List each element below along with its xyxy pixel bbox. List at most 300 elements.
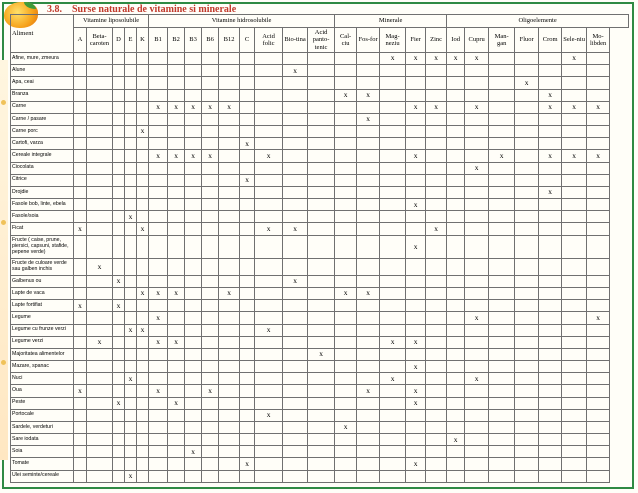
nutrient-cell bbox=[587, 235, 610, 259]
nutrient-cell bbox=[515, 409, 539, 421]
nutrient-cell bbox=[113, 434, 125, 446]
nutrient-cell bbox=[335, 53, 357, 65]
nutrient-cell bbox=[255, 288, 283, 300]
nutrient-cell bbox=[465, 89, 489, 101]
table-row bbox=[11, 434, 629, 446]
nutrient-cell bbox=[308, 361, 335, 373]
nutrient-cell bbox=[539, 397, 562, 409]
food-name: Lapte fortifiat bbox=[11, 300, 74, 312]
nutrient-cell bbox=[74, 458, 87, 470]
nutrient-cell bbox=[74, 397, 87, 409]
nutrient-cell bbox=[137, 373, 149, 385]
nutrient-cell bbox=[168, 361, 185, 373]
nutrient-cell bbox=[308, 458, 335, 470]
nutrient-cell bbox=[335, 409, 357, 421]
nutrient-cell bbox=[335, 126, 357, 138]
nutrient-cell bbox=[539, 409, 562, 421]
nutrient-cell bbox=[465, 348, 489, 360]
nutrient-cell bbox=[335, 458, 357, 470]
nutrient-cell: x bbox=[406, 235, 426, 259]
nutrient-cell bbox=[185, 373, 202, 385]
nutrient-cell bbox=[357, 235, 380, 259]
nutrient-cell bbox=[515, 53, 539, 65]
nutrient-header: Mag-neziu bbox=[380, 28, 406, 53]
nutrient-cell bbox=[74, 53, 87, 65]
nutrient-cell bbox=[426, 259, 447, 275]
table-row bbox=[11, 397, 629, 409]
nutrient-cell bbox=[465, 288, 489, 300]
table-row bbox=[11, 162, 629, 174]
nutrient-cell bbox=[219, 434, 240, 446]
nutrient-cell bbox=[515, 385, 539, 397]
nutrient-cell bbox=[447, 336, 465, 348]
nutrient-cell bbox=[255, 162, 283, 174]
section-title: Surse naturale de vitamine si minerale bbox=[72, 4, 237, 15]
nutrient-cell: x bbox=[168, 397, 185, 409]
nutrient-header: Zinc bbox=[426, 28, 447, 53]
nutrient-cell bbox=[447, 361, 465, 373]
nutrient-cell bbox=[168, 385, 185, 397]
nutrient-cell bbox=[283, 300, 308, 312]
nutrient-cell bbox=[168, 421, 185, 433]
nutrient-cell bbox=[447, 348, 465, 360]
nutrient-cell: x bbox=[587, 101, 610, 113]
nutrient-cell bbox=[587, 421, 610, 433]
nutrient-cell bbox=[335, 312, 357, 324]
nutrient-cell bbox=[255, 300, 283, 312]
nutrient-cell bbox=[562, 421, 587, 433]
nutrient-cell bbox=[335, 275, 357, 287]
food-name: Ficat bbox=[11, 223, 74, 235]
nutrient-cell bbox=[74, 421, 87, 433]
nutrient-cell bbox=[357, 324, 380, 336]
nutrient-cell bbox=[185, 223, 202, 235]
nutrient-cell bbox=[515, 150, 539, 162]
nutrient-cell bbox=[219, 199, 240, 211]
nutrient-cell bbox=[447, 458, 465, 470]
nutrient-cell bbox=[562, 275, 587, 287]
nutrient-header-row bbox=[11, 28, 629, 53]
nutrient-cell bbox=[539, 211, 562, 223]
nutrient-cell bbox=[74, 324, 87, 336]
nutrient-cell bbox=[87, 397, 113, 409]
nutrient-cell bbox=[587, 186, 610, 198]
group-header-row bbox=[11, 15, 629, 28]
nutrient-cell bbox=[465, 77, 489, 89]
nutrient-cell bbox=[335, 300, 357, 312]
nutrient-cell bbox=[137, 235, 149, 259]
nutrient-cell bbox=[125, 89, 137, 101]
food-name: Alune bbox=[11, 65, 74, 77]
nutrient-cell bbox=[240, 235, 255, 259]
nutrient-cell bbox=[406, 126, 426, 138]
nutrient-header: Mo-libden bbox=[587, 28, 610, 53]
nutrient-cell bbox=[562, 162, 587, 174]
nutrient-cell bbox=[515, 138, 539, 150]
nutrient-cell bbox=[562, 397, 587, 409]
nutrient-cell bbox=[465, 65, 489, 77]
nutrient-cell bbox=[202, 446, 219, 458]
nutrient-cell bbox=[202, 186, 219, 198]
nutrient-cell bbox=[587, 138, 610, 150]
nutrient-cell: x bbox=[380, 373, 406, 385]
nutrient-cell bbox=[149, 138, 168, 150]
nutrient-cell: x bbox=[489, 150, 515, 162]
nutrient-cell bbox=[168, 162, 185, 174]
nutrient-cell bbox=[168, 373, 185, 385]
nutrient-cell bbox=[113, 53, 125, 65]
nutrient-cell bbox=[562, 113, 587, 125]
nutrient-cell bbox=[87, 361, 113, 373]
nutrient-cell bbox=[539, 113, 562, 125]
nutrient-cell bbox=[113, 446, 125, 458]
nutrient-cell bbox=[447, 211, 465, 223]
food-name: Drojdie bbox=[11, 186, 74, 198]
nutrient-cell bbox=[426, 186, 447, 198]
food-name: Galbenus ou bbox=[11, 275, 74, 287]
nutrient-cell bbox=[74, 373, 87, 385]
nutrient-cell: x bbox=[539, 150, 562, 162]
nutrient-cell bbox=[587, 259, 610, 275]
nutrient-cell: x bbox=[137, 324, 149, 336]
nutrient-cell bbox=[447, 223, 465, 235]
nutrient-cell bbox=[87, 470, 113, 482]
nutrient-cell bbox=[185, 235, 202, 259]
nutrient-cell bbox=[539, 312, 562, 324]
nutrient-cell bbox=[465, 199, 489, 211]
nutrient-cell bbox=[406, 348, 426, 360]
nutrient-cell bbox=[562, 409, 587, 421]
food-name: Tomate bbox=[11, 458, 74, 470]
nutrient-cell bbox=[125, 434, 137, 446]
nutrient-cell bbox=[308, 223, 335, 235]
nutrient-cell bbox=[149, 211, 168, 223]
nutrient-cell bbox=[240, 336, 255, 348]
nutrient-cell bbox=[240, 259, 255, 275]
table-row bbox=[11, 300, 629, 312]
nutrient-cell bbox=[335, 324, 357, 336]
nutrient-cell bbox=[489, 421, 515, 433]
nutrient-cell bbox=[125, 65, 137, 77]
nutrient-cell bbox=[380, 150, 406, 162]
nutrient-cell: x bbox=[202, 385, 219, 397]
nutrient-cell bbox=[380, 199, 406, 211]
nutrient-cell bbox=[137, 458, 149, 470]
nutrient-cell bbox=[308, 235, 335, 259]
nutrient-cell bbox=[308, 53, 335, 65]
nutrient-cell bbox=[447, 397, 465, 409]
nutrient-cell bbox=[489, 77, 515, 89]
nutrient-cell: x bbox=[240, 138, 255, 150]
nutrient-cell bbox=[283, 385, 308, 397]
nutrient-cell bbox=[426, 348, 447, 360]
nutrient-cell: x bbox=[74, 300, 87, 312]
nutrient-cell bbox=[113, 77, 125, 89]
nutrient-cell bbox=[380, 223, 406, 235]
table-row bbox=[11, 275, 629, 287]
nutrient-cell bbox=[357, 150, 380, 162]
nutrient-cell bbox=[562, 288, 587, 300]
nutrient-cell bbox=[137, 312, 149, 324]
nutrient-cell bbox=[489, 235, 515, 259]
nutrient-cell bbox=[87, 77, 113, 89]
nutrient-cell bbox=[168, 312, 185, 324]
nutrient-cell bbox=[406, 77, 426, 89]
nutrient-cell bbox=[587, 162, 610, 174]
nutrient-cell bbox=[406, 211, 426, 223]
nutrient-cell bbox=[357, 361, 380, 373]
nutrient-cell bbox=[380, 470, 406, 482]
nutrient-cell bbox=[185, 174, 202, 186]
nutrient-cell bbox=[125, 312, 137, 324]
nutrient-cell bbox=[74, 138, 87, 150]
nutrient-cell bbox=[137, 65, 149, 77]
nutrient-cell bbox=[255, 138, 283, 150]
nutrient-cell bbox=[426, 275, 447, 287]
nutrient-cell bbox=[380, 324, 406, 336]
nutrient-cell bbox=[74, 162, 87, 174]
nutrient-cell bbox=[240, 101, 255, 113]
nutrient-cell bbox=[465, 409, 489, 421]
nutrient-cell bbox=[74, 470, 87, 482]
nutrient-cell bbox=[113, 150, 125, 162]
nutrient-cell: x bbox=[283, 275, 308, 287]
nutrient-cell: x bbox=[283, 223, 308, 235]
nutrient-cell bbox=[283, 288, 308, 300]
nutrient-cell bbox=[219, 324, 240, 336]
nutrient-cell: x bbox=[149, 385, 168, 397]
nutrient-cell bbox=[308, 288, 335, 300]
nutrient-header: B12 bbox=[219, 28, 240, 53]
nutrient-cell bbox=[202, 336, 219, 348]
nutrient-cell bbox=[447, 300, 465, 312]
nutrient-cell bbox=[283, 150, 308, 162]
nutrient-header: C bbox=[240, 28, 255, 53]
nutrient-cell bbox=[185, 324, 202, 336]
nutrient-cell bbox=[587, 126, 610, 138]
nutrient-cell bbox=[447, 275, 465, 287]
nutrient-header: Cupru bbox=[465, 28, 489, 53]
nutrient-cell bbox=[539, 199, 562, 211]
nutrient-cell bbox=[562, 186, 587, 198]
nutrient-cell bbox=[562, 199, 587, 211]
nutrient-cell bbox=[587, 446, 610, 458]
nutrient-cell bbox=[587, 77, 610, 89]
nutrient-cell bbox=[74, 199, 87, 211]
nutrient-cell bbox=[515, 470, 539, 482]
nutrient-cell bbox=[74, 126, 87, 138]
nutrient-header: A bbox=[74, 28, 87, 53]
nutrient-cell bbox=[219, 211, 240, 223]
nutrient-cell bbox=[587, 223, 610, 235]
nutrient-cell bbox=[357, 174, 380, 186]
nutrient-cell bbox=[125, 223, 137, 235]
nutrient-cell bbox=[357, 126, 380, 138]
nutrient-cell bbox=[168, 434, 185, 446]
table-row bbox=[11, 235, 629, 259]
nutrient-cell bbox=[447, 385, 465, 397]
nutrient-cell: x bbox=[137, 126, 149, 138]
nutrient-cell bbox=[515, 113, 539, 125]
nutrient-cell bbox=[185, 348, 202, 360]
nutrient-cell bbox=[255, 53, 283, 65]
nutrient-cell bbox=[426, 446, 447, 458]
nutrient-cell bbox=[447, 409, 465, 421]
table-row bbox=[11, 470, 629, 482]
nutrient-cell bbox=[308, 336, 335, 348]
nutrient-cell bbox=[539, 138, 562, 150]
nutrient-cell bbox=[202, 211, 219, 223]
nutrient-cell bbox=[185, 288, 202, 300]
nutrient-cell bbox=[125, 275, 137, 287]
nutrient-cell bbox=[149, 199, 168, 211]
nutrient-cell bbox=[283, 446, 308, 458]
nutrient-cell bbox=[125, 101, 137, 113]
nutrient-cell bbox=[185, 186, 202, 198]
nutrient-cell bbox=[406, 288, 426, 300]
food-name: Sare iodata bbox=[11, 434, 74, 446]
table-row bbox=[11, 186, 629, 198]
nutrient-cell bbox=[185, 470, 202, 482]
nutrient-cell bbox=[74, 235, 87, 259]
nutrient-cell bbox=[380, 361, 406, 373]
nutrient-cell bbox=[240, 89, 255, 101]
nutrient-cell bbox=[515, 235, 539, 259]
nutrient-cell bbox=[149, 324, 168, 336]
nutrient-cell bbox=[447, 101, 465, 113]
nutrient-cell bbox=[308, 385, 335, 397]
nutrient-cell bbox=[87, 312, 113, 324]
nutrient-cell bbox=[137, 53, 149, 65]
nutrient-cell bbox=[202, 89, 219, 101]
nutrient-cell: x bbox=[149, 150, 168, 162]
nutrient-cell bbox=[357, 199, 380, 211]
nutrient-cell bbox=[357, 409, 380, 421]
nutrient-cell bbox=[380, 259, 406, 275]
nutrient-cell bbox=[219, 186, 240, 198]
nutrient-cell bbox=[406, 300, 426, 312]
nutrient-cell bbox=[255, 434, 283, 446]
nutrient-cell bbox=[255, 397, 283, 409]
nutrient-cell bbox=[539, 288, 562, 300]
section-number: 3.8. bbox=[47, 4, 62, 15]
nutrient-cell: x bbox=[137, 288, 149, 300]
nutrient-cell: x bbox=[335, 421, 357, 433]
nutrient-cell bbox=[74, 348, 87, 360]
nutrient-cell: x bbox=[539, 186, 562, 198]
nutrient-cell bbox=[380, 385, 406, 397]
nutrient-cell bbox=[137, 348, 149, 360]
nutrient-cell bbox=[283, 434, 308, 446]
food-name: Fasole bob, linte, ebela bbox=[11, 199, 74, 211]
nutrient-cell bbox=[380, 300, 406, 312]
nutrient-cell bbox=[125, 409, 137, 421]
food-name: Apa, ceai bbox=[11, 77, 74, 89]
food-name: Mazare, spanac bbox=[11, 361, 74, 373]
nutrient-cell bbox=[219, 77, 240, 89]
nutrient-cell bbox=[74, 312, 87, 324]
nutrient-cell bbox=[113, 174, 125, 186]
nutrient-cell bbox=[539, 174, 562, 186]
nutrient-cell bbox=[74, 174, 87, 186]
nutrient-cell bbox=[380, 434, 406, 446]
nutrient-cell bbox=[539, 223, 562, 235]
nutrient-cell bbox=[202, 348, 219, 360]
nutrient-cell: x bbox=[357, 113, 380, 125]
nutrient-cell bbox=[539, 259, 562, 275]
nutrient-cell bbox=[380, 421, 406, 433]
nutrient-cell bbox=[283, 89, 308, 101]
nutrient-cell bbox=[489, 53, 515, 65]
nutrient-cell bbox=[74, 89, 87, 101]
nutrient-cell bbox=[283, 324, 308, 336]
nutrient-cell bbox=[335, 397, 357, 409]
group-header: Oligoelemente bbox=[447, 15, 629, 28]
nutrient-cell bbox=[202, 434, 219, 446]
nutrient-cell bbox=[447, 126, 465, 138]
nutrient-cell bbox=[149, 162, 168, 174]
nutrient-cell bbox=[406, 162, 426, 174]
nutrient-cell bbox=[539, 336, 562, 348]
nutrient-cell bbox=[562, 138, 587, 150]
nutrient-cell bbox=[137, 138, 149, 150]
nutrient-cell bbox=[587, 113, 610, 125]
nutrient-cell bbox=[283, 162, 308, 174]
nutrient-header: Fos-for bbox=[357, 28, 380, 53]
nutrient-cell bbox=[149, 300, 168, 312]
nutrient-cell bbox=[168, 223, 185, 235]
nutrient-cell bbox=[308, 470, 335, 482]
nutrient-cell bbox=[202, 113, 219, 125]
nutrient-cell bbox=[283, 138, 308, 150]
nutrient-cell bbox=[357, 223, 380, 235]
nutrient-cell: x bbox=[219, 288, 240, 300]
table-row bbox=[11, 421, 629, 433]
decor-dot bbox=[1, 100, 6, 105]
nutrient-cell: x bbox=[87, 259, 113, 275]
nutrient-cell bbox=[335, 385, 357, 397]
food-name: Carne porc bbox=[11, 126, 74, 138]
nutrient-cell bbox=[125, 446, 137, 458]
table-row bbox=[11, 53, 629, 65]
nutrient-cell bbox=[255, 186, 283, 198]
nutrient-cell bbox=[240, 470, 255, 482]
nutrient-cell bbox=[87, 101, 113, 113]
nutrient-cell bbox=[202, 199, 219, 211]
nutrient-cell bbox=[202, 275, 219, 287]
nutrient-cell bbox=[149, 65, 168, 77]
nutrient-cell: x bbox=[406, 385, 426, 397]
nutrient-cell bbox=[125, 361, 137, 373]
nutrient-cell bbox=[185, 89, 202, 101]
nutrient-cell bbox=[489, 288, 515, 300]
nutrient-cell bbox=[113, 385, 125, 397]
nutrient-cell bbox=[202, 162, 219, 174]
nutrient-cell bbox=[447, 312, 465, 324]
nutrient-cell bbox=[489, 336, 515, 348]
nutrient-cell: x bbox=[426, 101, 447, 113]
nutrient-cell bbox=[137, 150, 149, 162]
nutrient-cell bbox=[240, 199, 255, 211]
nutrient-cell bbox=[168, 113, 185, 125]
nutrient-cell bbox=[87, 162, 113, 174]
nutrient-cell: x bbox=[74, 223, 87, 235]
nutrient-cell bbox=[447, 65, 465, 77]
nutrient-cell bbox=[240, 348, 255, 360]
nutrient-cell bbox=[125, 53, 137, 65]
nutrient-cell bbox=[149, 421, 168, 433]
nutrient-cell bbox=[125, 150, 137, 162]
